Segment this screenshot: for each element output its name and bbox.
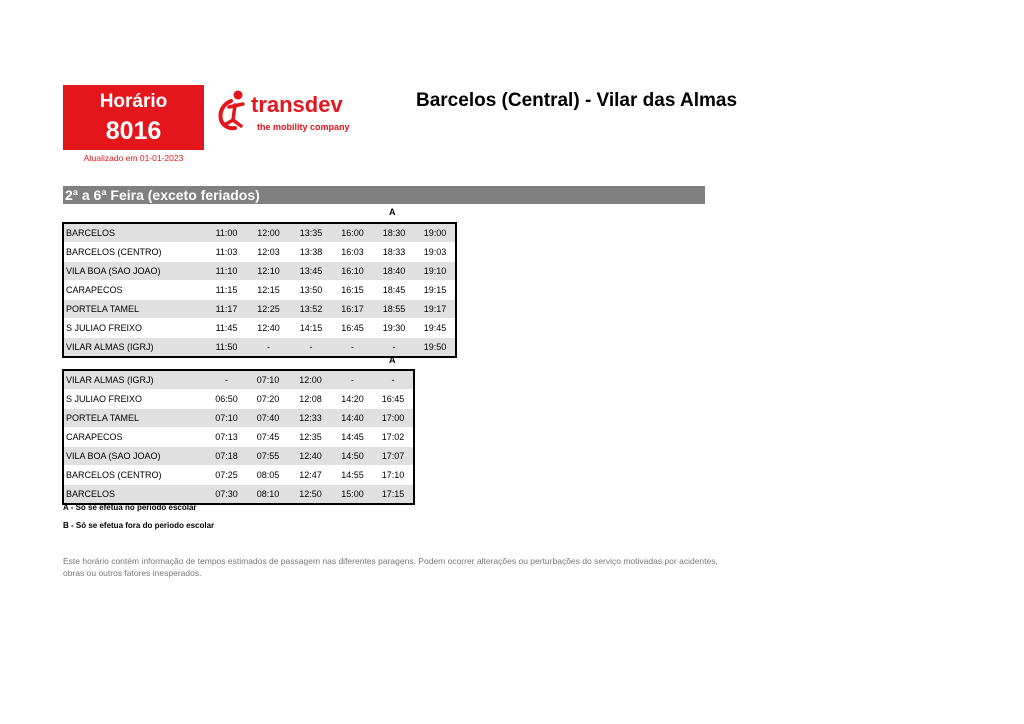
- outbound-timetable: [62, 222, 457, 358]
- section-title: 2ª a 6ª Feira (exceto feriados): [63, 186, 705, 204]
- departure-time: 13:50: [299, 285, 323, 295]
- departure-time: 12:15: [257, 285, 280, 295]
- departure-time: 12:50: [289, 485, 332, 505]
- departure-time: 17:07: [373, 447, 414, 466]
- table-row: [63, 338, 456, 358]
- departure-time: 06:50: [215, 394, 238, 404]
- table-row: [63, 300, 456, 319]
- departure-time: 12:35: [299, 432, 322, 442]
- departure-time: 07:30: [206, 485, 247, 505]
- badge-label: Horário: [99, 91, 168, 112]
- departure-time: 13:35: [290, 223, 332, 243]
- runner-icon: [213, 88, 253, 132]
- departure-time: 18:30: [373, 223, 415, 243]
- departure-time: 14:45: [341, 432, 364, 442]
- departure-time: 16:03: [341, 247, 364, 257]
- table-row: [63, 390, 414, 409]
- departure-time: 14:15: [299, 323, 323, 333]
- departure-time: -: [332, 370, 373, 390]
- departure-time: -: [373, 370, 414, 390]
- table-row: [63, 281, 456, 300]
- table-row: [63, 409, 414, 428]
- departure-time: -: [206, 370, 247, 390]
- route-number: 8016: [105, 117, 162, 145]
- departure-time: 17:10: [381, 470, 405, 480]
- departure-time: 12:03: [257, 247, 280, 257]
- departure-time: 18:33: [382, 247, 406, 257]
- table-row: [63, 319, 456, 338]
- departure-time: 11:03: [215, 247, 238, 257]
- departure-time: 07:13: [215, 432, 238, 442]
- departure-time: 16:00: [332, 223, 373, 243]
- departure-time: 14:50: [332, 447, 373, 466]
- departure-time: 14:40: [332, 409, 373, 428]
- departure-time: 11:15: [215, 285, 238, 295]
- disclaimer: Este horário contém informação de tempos estimados de passagem nas diferentes paragens. Podem ocorrer alterações ou perturbações do serviço motivadas por acidentes, obras ou outros fatores inesperados.: [63, 556, 718, 578]
- departure-time: 19:30: [382, 323, 406, 333]
- departure-time: 12:40: [289, 447, 332, 466]
- departure-time: 11:00: [206, 223, 247, 243]
- trip-note-marker-inbound: A: [389, 355, 396, 365]
- departure-time: 16:10: [332, 262, 373, 281]
- departure-time: 13:38: [299, 247, 323, 257]
- departure-time: 17:00: [373, 409, 414, 428]
- departure-time: 19:10: [415, 262, 456, 281]
- stop-name: VILA BOA (SAO JOAO): [63, 262, 206, 281]
- transdev-logo: [213, 88, 353, 138]
- departure-time: 19:17: [415, 300, 456, 319]
- departure-time: 17:02: [381, 432, 405, 442]
- stop-name: PORTELA TAMEL: [63, 409, 206, 428]
- departure-time: 16:45: [381, 394, 405, 404]
- departure-time: 11:45: [215, 323, 238, 333]
- stop-name: BARCELOS: [63, 485, 206, 505]
- stop-name: CARAPECOS: [66, 285, 123, 295]
- departure-time: 12:00: [247, 223, 290, 243]
- stop-name: BARCELOS (CENTRO): [66, 247, 162, 257]
- departure-time: 18:55: [373, 300, 415, 319]
- departure-time: 07:18: [206, 447, 247, 466]
- logo-wordmark: transdev: [251, 92, 343, 117]
- table-row: [63, 466, 414, 485]
- departure-time: 12:00: [289, 370, 332, 390]
- departure-time: 14:20: [341, 394, 364, 404]
- departure-time: 07:10: [206, 409, 247, 428]
- departure-time: 12:25: [247, 300, 290, 319]
- table-row: [63, 485, 414, 505]
- departure-time: 18:40: [373, 262, 415, 281]
- departure-time: 07:20: [256, 394, 280, 404]
- table-row: [63, 370, 414, 390]
- departure-time: 19:50: [415, 338, 456, 358]
- departure-time: 12:47: [299, 470, 322, 480]
- table-row: [63, 223, 456, 243]
- departure-time: 19:03: [423, 247, 447, 257]
- updated-date: Atualizado em 01-01-2023: [83, 153, 184, 163]
- departure-time: 16:15: [341, 285, 364, 295]
- departure-time: 11:10: [206, 262, 247, 281]
- stop-name: PORTELA TAMEL: [63, 300, 206, 319]
- stop-name: VILA BOA (SAO JOAO): [63, 447, 206, 466]
- stop-name: S JULIAO FREIXO: [66, 323, 143, 333]
- departure-time: 19:15: [423, 285, 447, 295]
- departure-time: 07:45: [256, 432, 280, 442]
- departure-time: 13:52: [290, 300, 332, 319]
- departure-time: -: [332, 338, 373, 358]
- departure-time: 12:33: [289, 409, 332, 428]
- table-row: [63, 262, 456, 281]
- table-row: [63, 428, 414, 447]
- departure-time: 07:10: [247, 370, 289, 390]
- stop-name: S JULIAO FREIXO: [66, 394, 143, 404]
- departure-time: 11:50: [206, 338, 247, 358]
- departure-time: 15:00: [332, 485, 373, 505]
- departure-time: 17:15: [373, 485, 414, 505]
- departure-time: 07:40: [247, 409, 289, 428]
- departure-time: 16:17: [332, 300, 373, 319]
- departure-time: 19:45: [423, 323, 447, 333]
- departure-time: 12:08: [299, 394, 322, 404]
- inbound-timetable: [62, 369, 415, 505]
- stop-name: CARAPECOS: [66, 432, 123, 442]
- route-title: Barcelos (Central) - Vilar das Almas: [416, 90, 738, 111]
- stop-name: BARCELOS: [63, 223, 206, 243]
- departure-time: 19:00: [415, 223, 456, 243]
- trip-note-marker-outbound: A: [389, 207, 396, 217]
- departure-time: -: [373, 338, 415, 358]
- departure-time: 16:45: [341, 323, 364, 333]
- stop-name: VILAR ALMAS (IGRJ): [63, 338, 206, 358]
- departure-time: 12:10: [247, 262, 290, 281]
- route-number-badge: [63, 85, 204, 150]
- departure-time: 08:05: [256, 470, 280, 480]
- table-row: [63, 243, 456, 262]
- departure-time: 14:55: [341, 470, 364, 480]
- departure-time: -: [247, 338, 290, 358]
- departure-time: 07:25: [215, 470, 238, 480]
- logo-tagline: the mobility company: [257, 122, 350, 132]
- legend-a: A - Só se efetua no periodo escolar: [63, 503, 197, 512]
- stop-name: VILAR ALMAS (IGRJ): [63, 370, 206, 390]
- legend-b: B - Só se efetua fora do periodo escolar: [63, 521, 215, 530]
- departure-time: 12:40: [257, 323, 280, 333]
- departure-time: 08:10: [247, 485, 289, 505]
- stop-name: BARCELOS (CENTRO): [66, 470, 162, 480]
- departure-time: 18:45: [382, 285, 406, 295]
- table-row: [63, 447, 414, 466]
- departure-time: 13:45: [290, 262, 332, 281]
- departure-time: -: [290, 338, 332, 358]
- departure-time: 07:55: [247, 447, 289, 466]
- departure-time: 11:17: [206, 300, 247, 319]
